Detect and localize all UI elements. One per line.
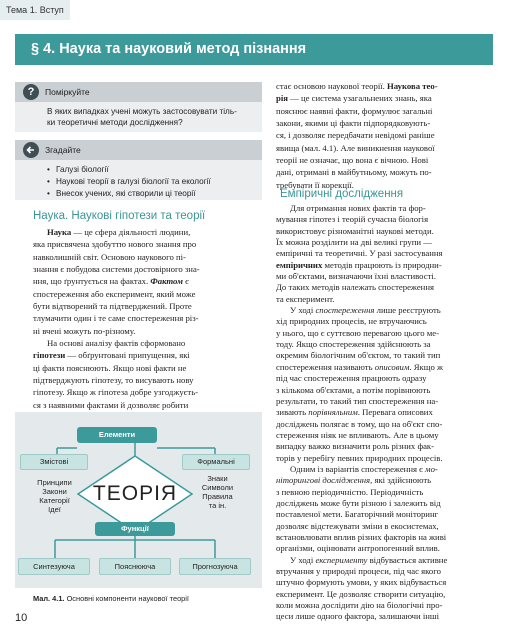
component-substantive: Змістові [20,454,88,470]
right-column-top [276,80,493,191]
list-item: Правила [202,492,233,501]
text-line: використовує різноманітні наукові методи. [276,225,434,236]
text-line: теорії не означає, що вона є вічною. Нові [276,155,429,166]
text-line: ння, що ґрунтується на фактах. Фактом є [33,276,189,287]
list-item: Знаки [207,474,228,483]
text-line: У ході спостереження лише реєструють [290,305,441,316]
recall-box-label: Згадайте [45,145,81,155]
text-line: підтверджують гіпотезу, то висувають нову [33,375,194,386]
functions-label: Функції [95,522,175,536]
text-line: окремим біологічним об'єктом, то такий тип [276,350,441,361]
text-line: результати, то такий тип спостереження на- [276,395,439,406]
text-line: торів у перебігу певних природних процесів. [276,452,443,463]
text-line: емпіричні та теоретичні. У разі застосування [276,248,443,259]
section-label: Тема 1. Вступ [6,5,64,15]
text-line: зивають порівняльним. Перевага описових [276,407,433,418]
term-empirical: емпіричних [276,259,323,270]
list-item: та ін. [208,501,227,510]
elements-label: Елементи [77,427,157,443]
text-line: штучно формують умови, у яких відбувається [276,577,447,588]
text-line: встановлювати вплив різних факторів на живі [276,531,447,542]
component-formal: Формальні [182,454,250,470]
recall-box-header [15,140,262,160]
recall-item: • Наукові теорії в галузі біології та екології [47,176,252,188]
think-line: ки теоретичні методи дослідження? [47,117,183,127]
text-line: коли можна дослідити дію на біологічні про- [276,600,443,611]
think-box-header [15,82,262,102]
figure-text: Основні компоненти наукової теорії [66,594,189,603]
text-line: ся, і дозволяє передбачати невідомі раніше [276,130,435,141]
list-item: Закони [42,487,67,496]
text-line: бути відтворений та підтверджений. Проте [33,301,192,312]
text-line: ся з наявними фактами й дозволяє робити [33,399,189,410]
text-line: емпіричних методів працюють із природни- [276,259,442,270]
list-item: Принципи [37,478,72,487]
think-box-text [15,102,262,132]
list-item: Категорії [39,496,70,505]
text-line: цеси лише одного фактора, залишаючи інші [276,611,440,622]
function-predictive: Прогнозуюча [179,558,251,575]
text-line: мування гіпотез і теорій сучасна біологія [276,214,429,225]
text-line: експеримент. Це дозволяє створити ситуацію, [276,588,446,599]
list-item: Ідеї [48,505,61,514]
think-box [15,82,262,132]
right-column-text [276,203,493,623]
text-line: ніторингові дослідження, які здійснюють [276,475,432,486]
figure-label: Мал. 4.1. [33,594,65,603]
text-line: гіпотезу. Якщо ж гіпотеза добре узгоджуєть- [33,387,199,398]
text-line: досліджень полягає в тому, що на об'єкт спо- [276,418,443,429]
text-line: стереження ніяк не впливають. Але в цьому [276,429,439,440]
arrow-left-icon-svg [23,142,39,158]
recall-item: • Галузі біології [47,164,252,176]
principles-list [27,478,82,514]
text-line: ці факти пояснюють. Якщо нові факти не [33,362,187,373]
section-heading-science: Наука. Наукові гіпотези та теорії [33,210,206,222]
text-line: требувати її корекції. [276,179,354,190]
term-gipotezy: гіпотези [33,350,66,361]
text-line: хід природних процесів, не втручаючись [276,316,427,327]
text-line: поставленої мети. Багаторічний моніторинг [276,509,439,520]
text-line: та експеримент. [276,293,335,304]
think-box-label: Поміркуйте [45,87,90,97]
text-line: тлумачити один і те саме спостереження різ- [33,313,199,324]
text-line: Одним із варіантів спостереження є мо- [290,463,438,474]
recall-box [15,140,262,200]
term-nauka: Наука [47,227,72,237]
arrow-left-icon [23,142,39,158]
text-line: організми, оцінювати антропогенний вплив. [276,543,440,554]
text-line: дозволяє відстежувати зміни в екосистемах, [276,520,439,531]
theory-center: ТЕОРІЯ [92,482,178,505]
text-line: гіпотези — обґрунтовані припущення, які [33,350,190,361]
recall-item: • Внесок учених, які створили ці теорії [47,188,252,200]
text-line: рія — це система узагальнених знань, яка [276,93,432,104]
text-line: знання є побудова системи достовірного зна- [33,264,200,275]
think-line: В яких випадках учені можуть застосовувати тіль- [47,107,237,116]
text-line: навколишній світ. Основою наукового пі- [33,251,186,262]
left-column-text [33,226,262,424]
text-line: яка присвячена здобуттю нового знання про [33,239,197,250]
text-line: У ході експерименту відбувається активне [290,554,448,565]
paragraph-title: § 4. Наука та науковий метод пізнання [15,34,493,65]
term-teoria: Наукова тео- [387,81,438,91]
text-line: випадку важко визначити роль різних фак- [276,441,435,452]
text-line: тоду. Якщо спостереження здійснюють за [276,339,431,350]
text-line: стає основою наукової теорії. Наукова тео- [276,81,438,91]
text-line: Їх можна розділити на дві великі групи — [276,237,432,248]
list-item: Символи [201,483,234,492]
text-line: з кількома об'єктами, а потім порівнюють [276,384,431,395]
recall-box-list [15,160,262,204]
text-line: спостереження називають описовим. Якщо ж [276,361,443,372]
text-line: ні вчені можуть по-різному. [33,325,136,336]
section-heading-empirical: Емпіричні дослідження [280,188,404,200]
running-header [0,0,70,20]
text-line: дані, отримані в майбутньому, можуть по- [276,167,432,178]
paragraph: Наука — це сфера діяльності людини, [47,227,191,237]
text-line: втручання у природні процеси, під час якого [276,566,441,576]
text-line: досліджень може бути різною і залежить від [276,497,441,508]
function-explanatory: Пояснююча [99,558,171,575]
text-line: спостереження або експеримент, який може [33,288,196,299]
page-number: 10 [15,612,28,624]
question-icon: ? [23,84,39,100]
text-line: На основі аналізу фактів сформовано [47,338,186,349]
text-line: закони, якими ці факти підпорядковують- [276,118,431,129]
text-line: Для отримання нових фактів та фор- [290,203,426,213]
term-fakt: Фактом [150,276,183,287]
text-line: у нього, що є суттєвою перевагою цього ме- [276,327,440,338]
signs-list [190,474,245,510]
text-line: пояснює наявні факти, формулює загальні [276,105,433,116]
figure-caption [33,594,189,603]
function-synthesizing: Синтезуюча [18,558,90,575]
theory-diagram [15,412,262,588]
text-line: До таких методів належать спостереження [276,282,434,293]
text-line: явища (мал. 4.1). Але виникнення наукової [276,142,435,153]
text-line: ми об'єктами, визначаючи їхні властивості. [276,271,436,282]
text-line: під час спостереження працюють одразу [276,373,427,384]
text-line: з певною періодичністю. Періодичність [276,486,424,497]
